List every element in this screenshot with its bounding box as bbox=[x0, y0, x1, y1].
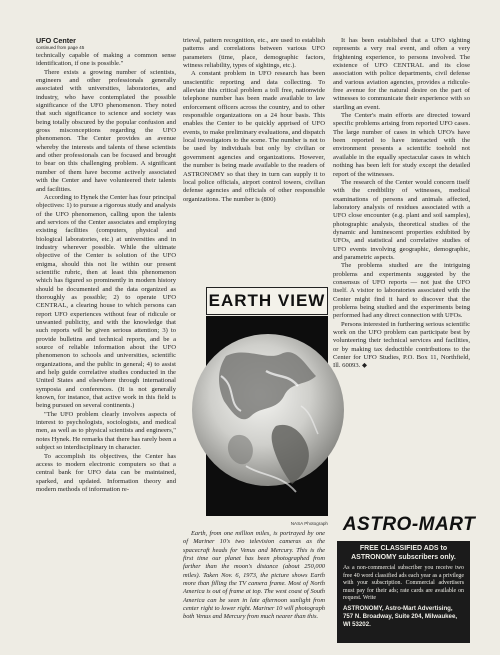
photo-credit: NASA Photograph bbox=[290, 521, 328, 526]
earth-view-caption bbox=[183, 530, 325, 622]
column-3-paragraph bbox=[333, 321, 470, 371]
column-3-last-paragraph-text: Persons interested in furthering serious scientific work on the UFO problem can participate best by volunteering their technical services and facilities, or by making tax deductible contributions to the Center for UFO Studies, P.O. Box 11, Northfield, Ill. 60093. bbox=[333, 320, 470, 370]
column-3-paragraph: The problems studied are the intriguing problems and experiments suggested by the consensus of UFO reports — not just the UFO itself. A visitor to laboratories associated with the Center might find it hard to discover that the problems being studied and the experiments being performed had any direct connection with UFOs. bbox=[333, 262, 470, 320]
classified-ads-address: ASTRONOMY, Astro-Mart Advertising, 757 N. Broadway, Suite 204, Milwaukee, WI 53202. bbox=[343, 604, 458, 628]
astro-mart-logo-text: ASTRO-MART bbox=[342, 514, 476, 535]
article-column-3 bbox=[333, 37, 470, 371]
classified-ads-body: As a non-commercial subscriber you receive two free 40 word classified ads each year as a privilege with your subscription. Commercial advertisers must pay for their ads; rate cards are available on request. Write bbox=[343, 565, 464, 602]
earth-view-feature bbox=[206, 287, 328, 523]
continued-header-subtitle: continued from page 45 bbox=[36, 45, 85, 50]
astro-mart-logo bbox=[342, 508, 476, 538]
caption-text: Earth, from one million miles, is portrayed by one of Mariner 10's two television cameras as the spacecraft heads for Venus and Mercury. This is the first time our planet has been photographed from farther than the moon's distance (about 250,000 miles). Taken Nov. 6, 1973, the picture shows Earth more than filling the TV camera frame. Most of North America is out of frame at top. The west coast of South America can be seen in late afternoon sunlight from center right to lower right. Mariner 10 will photograph both Venus and Mercury from much nearer than this. bbox=[183, 530, 325, 621]
continued-header-title: UFO Center bbox=[36, 36, 76, 45]
column-2-paragraph: A constant problem in UFO research has been unscientific reporting and data collecting. To alleviate this critical problem a toll free, nationwide telephone number has been made available to law enforcement officers across the country, and to other responsible organizations on a 24 hour basis. This enables the Center to be quickly apprised of UFO events, to make preliminary evaluations, and dispatch local investigators to the scene. The number is not to be used by individuals but only by civilian or government agencies and organizations. However, the number is being made available to the readers of ASTRONOMY so that they in turn can supply it to local police officials, airport control towers, civilian defense agencies and officials of other responsible organizations. The number is (800) bbox=[183, 70, 325, 203]
column-1-paragraph: "The UFO problem clearly involves aspects of interest to psychologists, sociologists, and medical men, as well as to physical scientists and engineers," notes Hynek. He remarks that there has rarely been a subject so interdisciplinary in character. bbox=[36, 410, 176, 452]
column-1-paragraph: There exists a growing number of scientists, engineers and other professionals generally associated with universities, laboratories, and industry, who have contemplated the possible significance of the UFO phenomenon. They noted that such significance to science and society was being totally obscured by the popular confusion and gross misconceptions regarding the UFO phenomenon. The Center provides an avenue whereby the interests and talents of these scientists and other professionals can be focused and brought to bear on this challenging problem. A significant number of them have become actively associated with the Center and have volunteered their talents and facilities. bbox=[36, 68, 176, 193]
article-column-1 bbox=[36, 37, 176, 494]
column-2-paragraph: trieval, pattern recognition, etc., are used to establish patterns and correlations between various UFO parameters (time, place, demographic factors, witness reliability, types of sightings, etc.). bbox=[183, 37, 325, 70]
column-1-paragraph: According to Hynek the Center has four principal objectives: 1) to pursue a rigorous study and analysis of the UFO phenomenon, calling upon the talents and services of the Center associates and employing existing facilities (computers, physical and biological laboratories, etc.) at universities and in industry wherever possible. While the ultimate objective of the Center is solution of the UFO enigma, should this not lie within our present scientific rubric, then at least this phenomenon which has figured so prominently in modern history should be documented and the data organized as thoroughly as possible; 2) to operate UFO CENTRAL, a clearing house to which persons can report UFO experiences without fear of ridicule or unwanted publicity, and with the knowledge that such reports will be given serious attention; 3) to provide bulletins and technical reports, and be a source of reliable information about the UFO phenomenon to schools and universities, scientific organizations, and the public in general; 4) to assist and help guide correlative studies conducted in the United States and elsewhere through international symposia and conferences. (It is not generally known, for instance, that active work in this field is being pursued on several continents.) bbox=[36, 193, 176, 410]
astro-mart-logo-graphic bbox=[342, 508, 476, 538]
column-1-paragraph: To accomplish its objectives, the Center has access to modern electronic computers so that a central bank for UFO data can be maintained, sparked, and updated. Information theory and modern methods of information re- bbox=[36, 452, 176, 493]
column-3-paragraph: The research of the Center would concern itself with the credibility of witnesses, medical examinations of persons and animals affected, laboratory analysis of residues associated with a UFO close encounter (e.g. plant and soil samples), photographic analysis, theoretical studies of the dynamic and luminescent properties exhibited by UFOs, and statistical and correlative studies of UFO events involving geographic, demographic, and parametric aspects. bbox=[333, 178, 470, 261]
classified-ads-box bbox=[337, 541, 470, 643]
column-1-paragraph: technically capable of making a common sense identification, if one is possible." bbox=[36, 52, 176, 68]
earth-view-title: EARTH VIEW bbox=[206, 287, 328, 315]
article-column-2 bbox=[183, 37, 325, 204]
classified-ads-heading: FREE CLASSIFIED ADS to ASTRONOMY subscribers only. bbox=[351, 545, 456, 561]
end-of-article-mark: ◆ bbox=[361, 362, 368, 370]
earth-photograph bbox=[206, 316, 328, 516]
column-3-paragraph: It has been established that a UFO sighting represents a very real event, and often a very frightening experience, to persons involved. The existence of UFO CENTRAL and its close association with police departments, civil defense and various aviation agencies, provides a ridicule-free avenue for the natural desire on the part of witnesses to communicate their experience with so startling an event. bbox=[333, 37, 470, 111]
column-3-paragraph: The Center's main efforts are directed toward specific problems arising from reported UFO cases. The large number of cases in which UFO's have been reported to have interacted with the environment presents a scientific toehold not available in the equally spectacular cases in which nothing has been left for study except the detailed report of the witnesses. bbox=[333, 112, 470, 178]
